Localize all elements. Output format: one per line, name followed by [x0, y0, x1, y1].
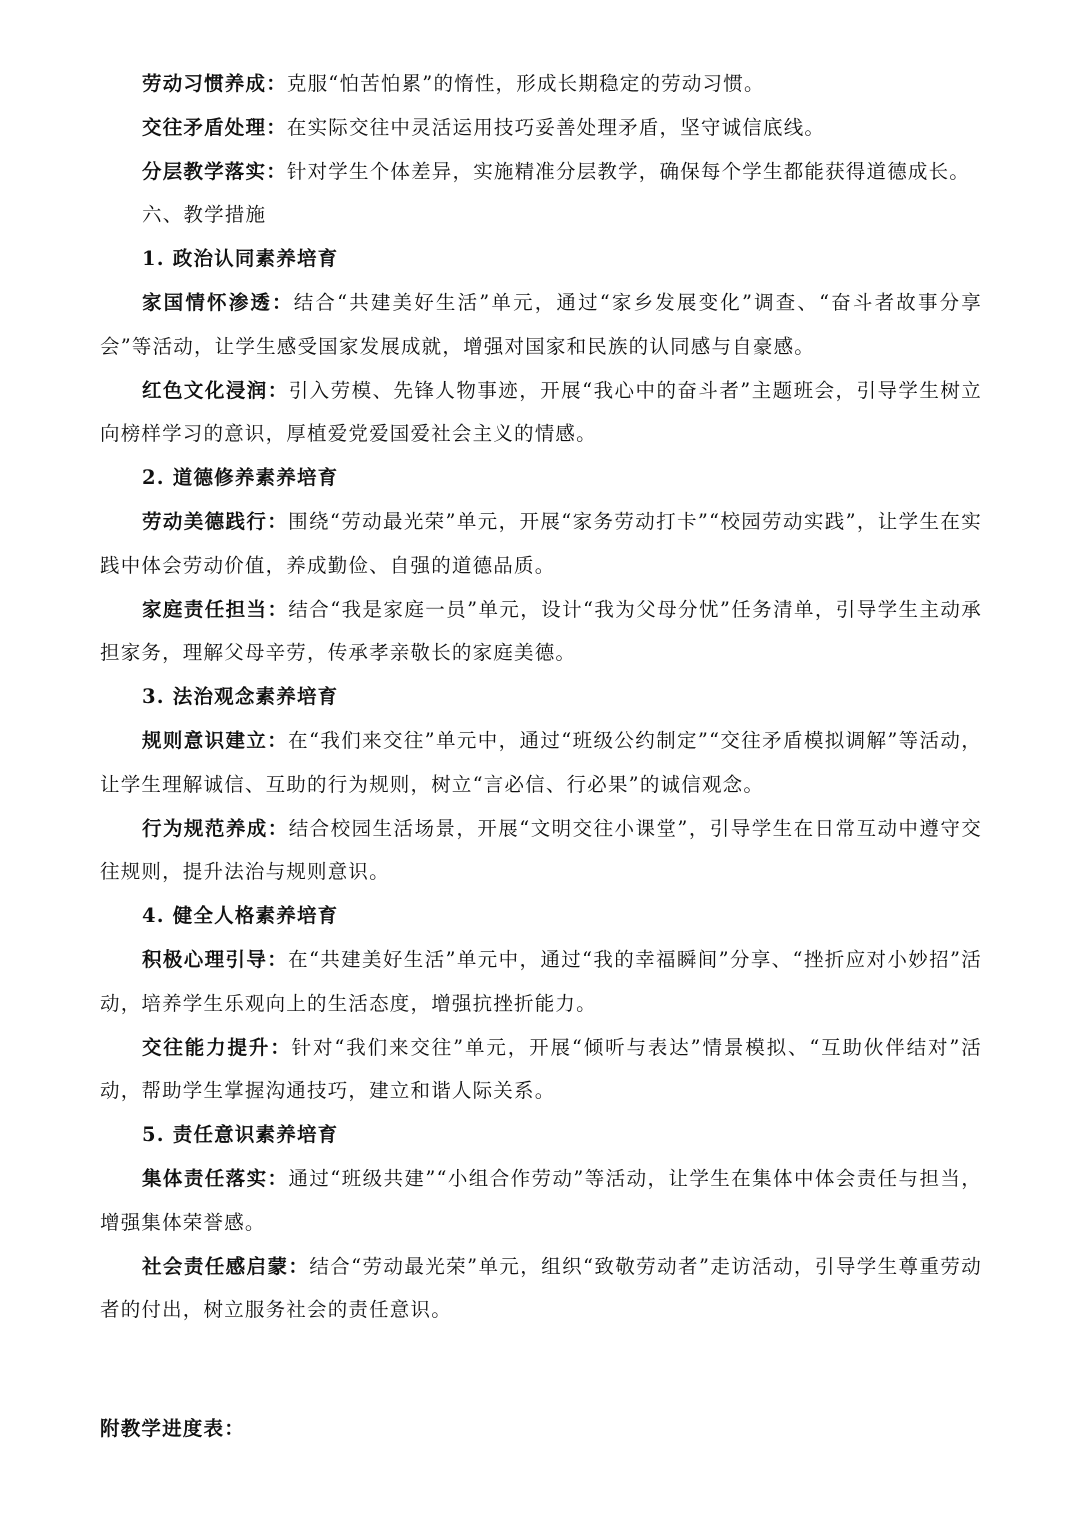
appendix-label: 附教学进度表：	[100, 1417, 245, 1441]
paragraph-tiered-teaching	[100, 150, 982, 194]
paragraph-labor-habit	[100, 62, 982, 106]
document-page	[100, 62, 982, 1451]
paragraph-3-1	[100, 719, 982, 807]
paragraph-1-1	[100, 281, 982, 369]
paragraph-5-1	[100, 1157, 982, 1245]
paragraph-2-2	[100, 588, 982, 676]
paragraph-1-2	[100, 369, 982, 457]
paragraph-conflict-handling	[100, 106, 982, 150]
paragraph-text: 针对学生个体差异，实施精准分层教学，确保每个学生都能获得道德成长。	[286, 159, 971, 183]
paragraph-lead: 红色文化浸润：	[142, 378, 289, 402]
paragraph-3-2	[100, 807, 982, 895]
paragraph-lead: 交往能力提升：	[142, 1035, 292, 1059]
section-heading-5: 5. 责任意识素养培育	[142, 1123, 339, 1147]
paragraph-4-1	[100, 938, 982, 1026]
paragraph-text: 在实际交往中灵活运用技巧妥善处理矛盾，坚守诚信底线。	[286, 115, 826, 139]
paragraph-text: 围绕“劳动最光荣”单元，开展“家务劳动打卡”“校园劳动实践”，让学生在实践中体会劳动价值，养成勤俭、自强的道德品质。	[100, 509, 982, 577]
paragraph-2-1	[100, 500, 982, 588]
paragraph-lead: 交往矛盾处理：	[142, 115, 287, 139]
paragraph-lead: 劳动美德践行：	[142, 509, 289, 533]
section-heading-3: 3. 法治观念素养培育	[142, 685, 339, 709]
paragraph-text: 通过“班级共建”“小组合作劳动”等活动，让学生在集体中体会责任与担当，增强集体荣誉感。	[100, 1166, 982, 1234]
paragraph-lead: 集体责任落实：	[142, 1166, 289, 1190]
paragraph-lead: 社会责任感启蒙：	[142, 1254, 310, 1278]
paragraph-text: 结合“我是家庭一员”单元，设计“我为父母分忧”任务清单，引导学生主动承担家务，理解父母辛劳，传承孝亲敬长的家庭美德。	[100, 597, 982, 665]
paragraph-text: 针对“我们来交往”单元，开展“倾听与表达”情景模拟、“互助伙伴结对”活动，帮助学生掌握沟通技巧，建立和谐人际关系。	[100, 1035, 982, 1103]
paragraph-text: 结合“劳动最光荣”单元，组织“致敬劳动者”走访活动，引导学生尊重劳动者的付出，树立服务社会的责任意识。	[100, 1254, 982, 1322]
paragraph-4-2	[100, 1026, 982, 1114]
section-heading-1: 1. 政治认同素养培育	[142, 247, 339, 271]
section-spacer	[100, 1332, 982, 1407]
paragraph-text: 在“共建美好生活”单元中，通过“我的幸福瞬间”分享、“挫折应对小妙招”活动，培养学生乐观向上的生活态度，增强抗挫折能力。	[100, 947, 983, 1015]
paragraph-lead: 家国情怀渗透：	[142, 290, 294, 314]
paragraph-lead: 劳动习惯养成：	[142, 72, 287, 95]
paragraph-lead: 分层教学落实：	[142, 159, 287, 183]
paragraph-lead: 积极心理引导：	[142, 947, 289, 971]
section-heading-4: 4. 健全人格素养培育	[142, 904, 339, 928]
paragraph-lead: 家庭责任担当：	[142, 597, 289, 621]
paragraph-text: 结合校园生活场景，开展“文明交往小课堂”，引导学生在日常互动中遵守交往规则，提升法治与规则意识。	[100, 816, 982, 884]
paragraph-text: 克服“怕苦怕累”的惰性，形成长期稳定的劳动习惯。	[286, 72, 765, 95]
paragraph-lead: 规则意识建立：	[142, 728, 289, 752]
section-heading-2: 2. 道德修养素养培育	[142, 466, 339, 490]
section-title: 六、教学措施	[142, 203, 267, 227]
paragraph-text: 引入劳模、先锋人物事迹，开展“我心中的奋斗者”主题班会，引导学生树立向榜样学习的意识，厚植爱党爱国爱社会主义的情感。	[100, 378, 982, 446]
paragraph-lead: 行为规范养成：	[142, 816, 289, 840]
paragraph-text: 在“我们来交往”单元中，通过“班级公约制定”“交往矛盾模拟调解”等活动，让学生理解诚信、互助的行为规则，树立“言必信、行必果”的诚信观念。	[100, 728, 982, 796]
paragraph-5-2	[100, 1245, 982, 1333]
paragraph-text: 结合“共建美好生活”单元，通过“家乡发展变化”调查、“奋斗者故事分享会”等活动，让学生感受国家发展成就，增强对国家和民族的认同感与自豪感。	[100, 290, 982, 358]
